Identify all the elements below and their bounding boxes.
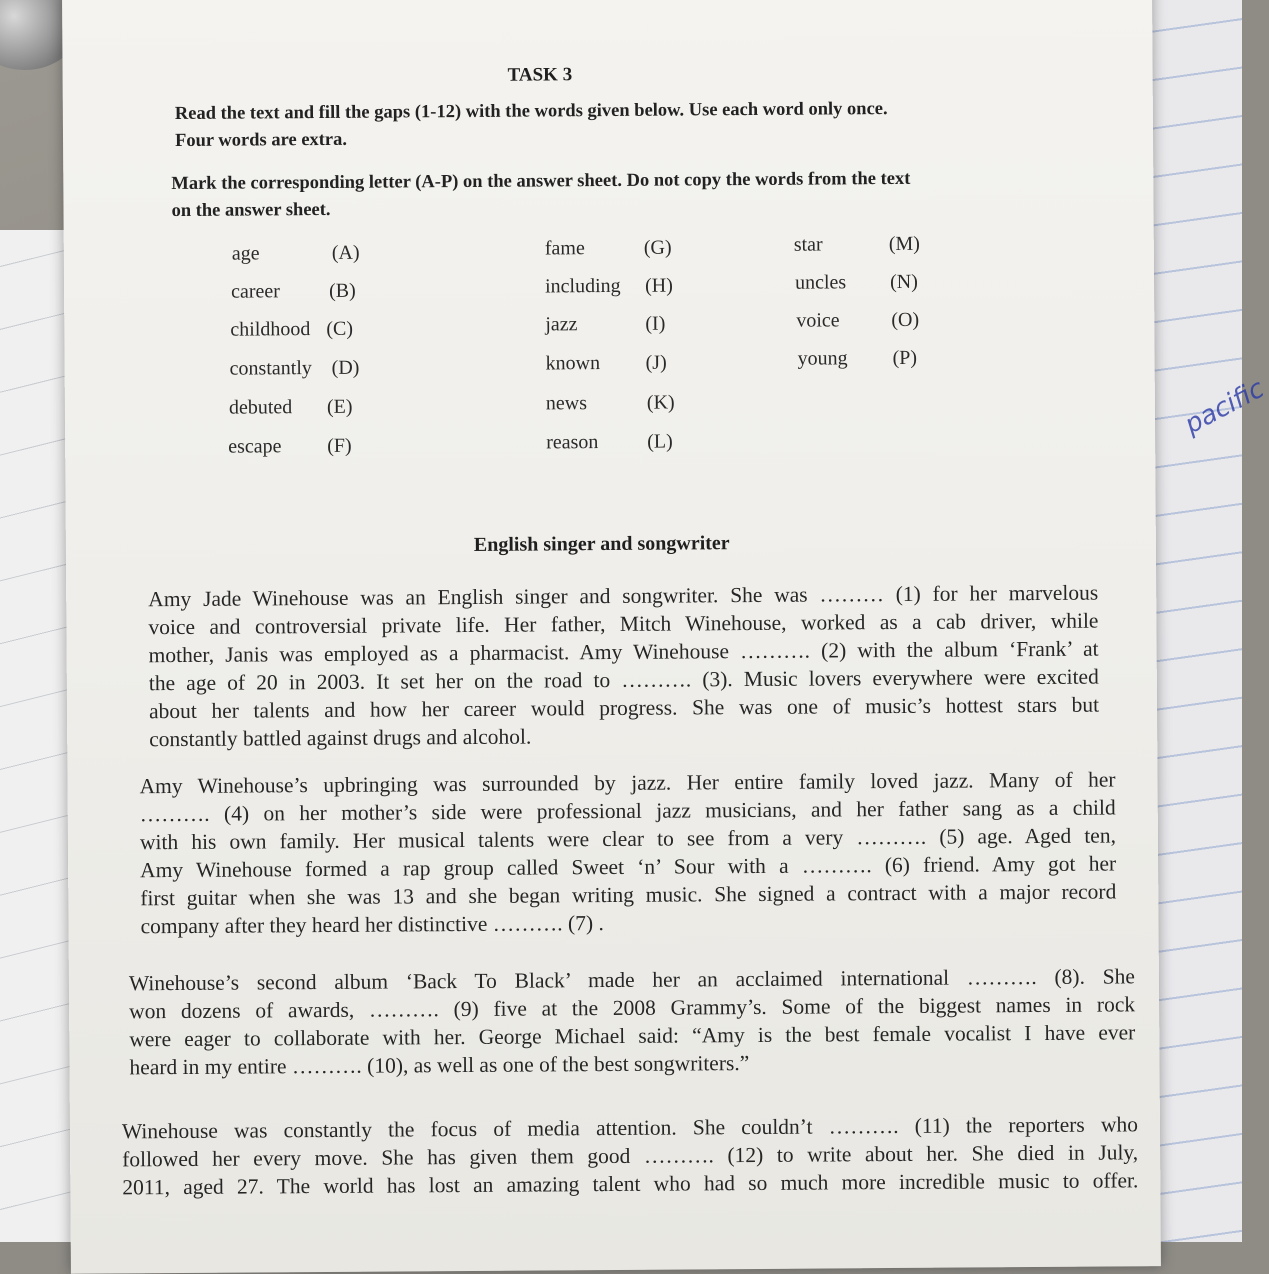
worksheet-paper <box>62 0 1161 1274</box>
word: debuted <box>228 396 293 419</box>
text-title: English singer and songwriter <box>473 532 730 556</box>
text-line: ………. (4) on her mother’s side were professional jazz musicians, and her father sang as a child <box>139 795 1116 827</box>
word: childhood <box>230 318 311 341</box>
word-bank-item <box>796 308 920 332</box>
word-bank-item <box>545 312 666 336</box>
word: jazz <box>545 313 578 336</box>
word: news <box>545 392 588 415</box>
instruction-2-line-1: Mark the corresponding letter (A-P) on the answer sheet. Do not copy the words from the text <box>171 168 911 195</box>
word-letter: (B) <box>329 279 356 302</box>
text-line: first guitar when she was 13 and she began writing music. She signed a contract with a major record <box>140 879 1117 911</box>
word-bank-item <box>793 232 920 257</box>
word-letter: (E) <box>326 395 353 418</box>
word-letter: (A) <box>331 241 360 264</box>
paragraph-3 <box>129 962 1136 1081</box>
word: known <box>545 352 601 375</box>
instruction-1 <box>175 95 1035 155</box>
handwriting-scribble: pacific <box>1179 373 1269 441</box>
text-line: Amy Jade Winehouse was an English singer and songwriter. She was ……… (1) for her marvelous <box>148 580 1099 612</box>
word-bank-item <box>228 395 353 419</box>
text-line: the age of 20 in 2003. It set her on the road to ………. (3). Music lovers everywhere were excited <box>148 664 1099 696</box>
text-line: Winehouse’s second album ‘Back To Black’ made her an acclaimed international ………. (8). She <box>128 964 1135 996</box>
instruction-1-line-2: Four words are extra. <box>174 129 348 152</box>
word: constantly <box>229 357 312 380</box>
word: career <box>231 280 281 303</box>
text-line: about her talents and how her career would progress. She was one of music’s hottest stars but <box>148 692 1100 724</box>
word-letter: (J) <box>645 351 667 374</box>
word-letter: (H) <box>644 274 673 297</box>
text-line: Winehouse was constantly the focus of media attention. She couldn’t ………. (11) the reporters who <box>121 1112 1139 1144</box>
word-letter: (M) <box>888 232 920 256</box>
paragraph-4 <box>122 1110 1139 1201</box>
word-letter: (D) <box>331 356 360 379</box>
word: uncles <box>794 271 847 294</box>
text-line: voice and controversial private life. Her father, Mitch Winehouse, worked as a cab driver, while <box>148 608 1099 640</box>
word-letter: (O) <box>891 308 920 332</box>
text-line: were eager to collaborate with her. George Michael said: “Amy is the best female vocalist I have ever <box>129 1020 1136 1052</box>
word-bank-item <box>546 430 673 454</box>
word: age <box>231 242 260 265</box>
word-bank-item <box>231 241 360 265</box>
word-letter: (K) <box>646 391 675 414</box>
text-line: won dozens of awards, ………. (9) five at the 2008 Grammy’s. Some of the biggest names in rock <box>129 992 1136 1024</box>
word: voice <box>796 309 840 332</box>
word: fame <box>544 237 585 260</box>
word: young <box>797 347 848 370</box>
paragraph-1 <box>148 579 1099 754</box>
task-title: TASK 3 <box>507 64 573 86</box>
text-line: company after they heard her distinctive ………. (7) . <box>140 911 604 939</box>
word-bank-item <box>544 236 672 260</box>
word: escape <box>228 435 282 458</box>
text-line: Amy Winehouse formed a rap group called Sweet ‘n’ Sour with a ………. (6) friend. Amy got her <box>140 851 1117 883</box>
word-bank-item <box>797 346 918 370</box>
word-letter: (C) <box>326 317 354 340</box>
word-letter: (P) <box>892 346 918 370</box>
word: reason <box>546 431 599 454</box>
text-line: 2011, aged 27. The world has lost an amazing talent who had so much more incredible music to offer. <box>122 1168 1139 1200</box>
paragraph-2 <box>139 765 1116 940</box>
word-bank-item <box>545 351 667 375</box>
text-line: constantly battled against drugs and alcohol. <box>149 724 532 752</box>
instruction-1-line-1: Read the text and fill the gaps (1-12) with the words given below. Use each word only once. <box>174 99 888 125</box>
word-letter: (F) <box>327 434 352 457</box>
word: star <box>793 233 823 256</box>
word-letter: (I) <box>645 312 666 335</box>
text-line: Amy Winehouse’s upbringing was surrounded by jazz. Her entire family loved jazz. Many of her <box>139 767 1116 799</box>
word-bank-item <box>229 356 360 381</box>
word-letter: (G) <box>643 236 672 259</box>
word-bank-item <box>545 391 675 415</box>
word-letter: (N) <box>889 270 918 294</box>
instruction-2 <box>171 165 1061 225</box>
word-bank-item <box>228 434 352 458</box>
word-bank-item <box>544 274 673 299</box>
word-bank-item <box>230 317 354 342</box>
text-line: mother, Janis was employed as a pharmacist. Amy Winehouse ………. (2) with the album ‘Frank’ at <box>148 636 1099 668</box>
word-bank-item <box>231 279 356 303</box>
word-bank-item <box>794 270 918 294</box>
word: including <box>544 274 621 298</box>
text-line: with his own family. Her musical talents were clear to see from a very ………. (5) age. Aged ten, <box>139 823 1116 855</box>
text-line: heard in my entire ………. (10), as well as one of the best songwriters.” <box>129 1051 750 1080</box>
word-letter: (L) <box>647 430 673 453</box>
text-line: followed her every move. She has given them good ………. (12) to write about her. She died in July, <box>122 1140 1139 1172</box>
instruction-2-line-2: on the answer sheet. <box>171 199 331 222</box>
